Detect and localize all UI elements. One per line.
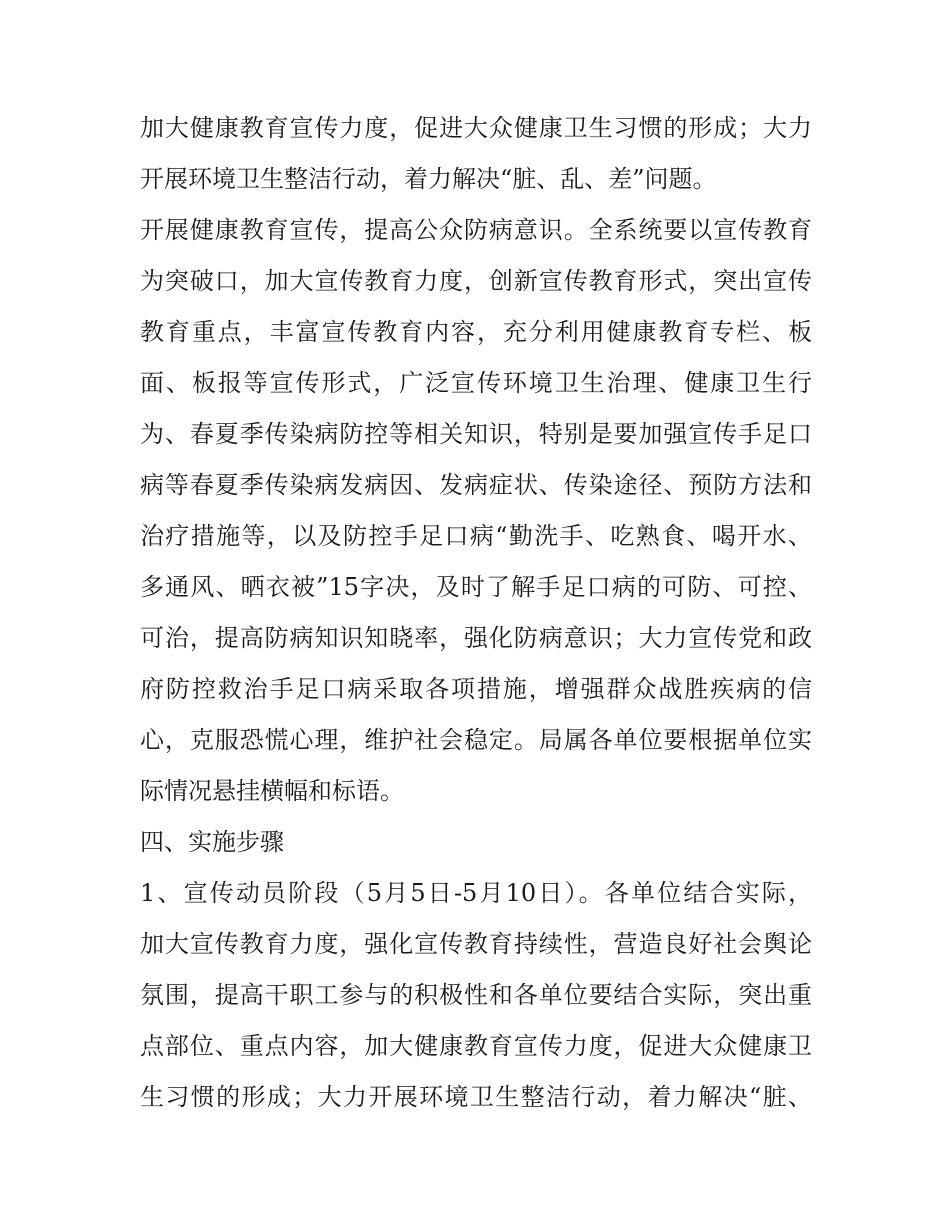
document-body xyxy=(140,103,812,1123)
text-line: 心，克服恐慌心理，维护社会稳定。局属各单位要根据单位实 xyxy=(140,726,812,754)
text-line: 点部位、重点内容，加大健康教育宣传力度，促进大众健康卫 xyxy=(140,1032,812,1060)
text-line: 开展环境卫生整洁行动，着力解决“脏、乱、差”问题。 xyxy=(140,165,717,193)
paragraph-line: 开展健康教育宣传，提高公众防病意识。全系统要以宣传教育 xyxy=(140,216,812,244)
text-line: 氛围，提高干职工参与的积极性和各单位要结合实际，突出重 xyxy=(140,981,812,1009)
text-line: 加大健康教育宣传力度，促进大众健康卫生习惯的形成；大力 xyxy=(140,114,812,142)
step-heading: 1、宣传动员阶段（5月5日-5月10日）。各单位结合实际， xyxy=(140,879,812,907)
text-line: 加大宣传教育力度，强化宣传教育持续性，营造良好社会舆论 xyxy=(140,930,812,958)
text-line: 生习惯的形成；大力开展环境卫生整洁行动，着力解决“脏、 xyxy=(140,1083,812,1111)
text-line: 多通风、晒衣被”15字决，及时了解手足口病的可防、可控、 xyxy=(140,573,812,601)
text-line: 治疗措施等，以及防控手足口病“勤洗手、吃熟食、喝开水、 xyxy=(140,522,812,550)
section-heading: 四、实施步骤 xyxy=(140,828,284,856)
text-line: 际情况悬挂横幅和标语。 xyxy=(140,777,404,805)
text-line: 面、板报等宣传形式，广泛宣传环境卫生治理、健康卫生行 xyxy=(140,369,812,397)
text-line: 可治，提高防病知识知晓率，强化防病意识；大力宣传党和政 xyxy=(140,624,812,652)
text-line: 教育重点，丰富宣传教育内容，充分利用健康教育专栏、板 xyxy=(140,318,812,346)
text-line: 为、春夏季传染病防控等相关知识，特别是要加强宣传手足口 xyxy=(140,420,812,448)
text-line: 为突破口，加大宣传教育力度，创新宣传教育形式，突出宣传 xyxy=(140,267,812,295)
text-line: 病等春夏季传染病发病因、发病症状、传染途径、预防方法和 xyxy=(140,471,812,499)
text-line: 府防控救治手足口病采取各项措施，增强群众战胜疾病的信 xyxy=(140,675,812,703)
